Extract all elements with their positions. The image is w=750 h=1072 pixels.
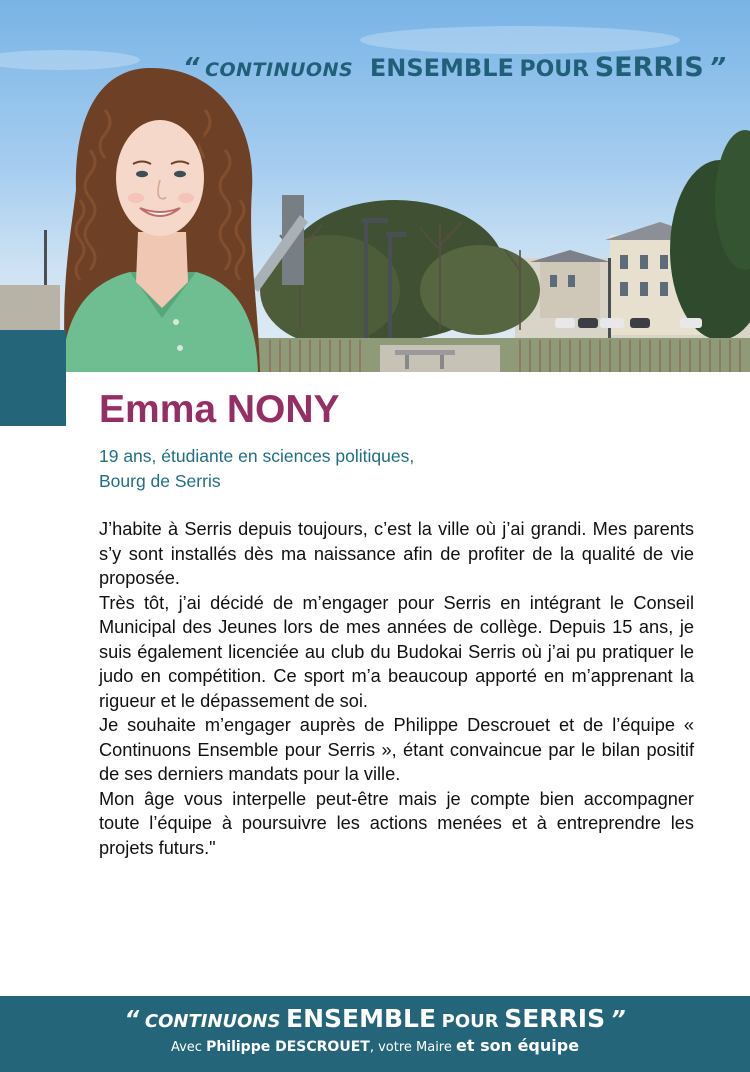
footer-role: , votre Maire	[369, 1040, 452, 1055]
footer-tagline	[0, 1036, 750, 1055]
footer-word-continuons: CONTINUONS	[144, 1011, 281, 1032]
bio-paragraph-2: Très tôt, j’ai décidé de m’engager pour Serris en intégrant le Conseil Municipal des Jeunes lors de mes années de collège. Depuis 15 ans, je suis également licenciée au club du Budokai Serris où j’ai pu pratiquer le judo en compétition. Ce sport m’a beaucoup apporté en m’apprenant la rigueur et le dépassement de soi.	[99, 592, 694, 711]
footer-open-quote: “	[124, 1007, 140, 1033]
slogan-open-quote: “	[182, 53, 200, 83]
footer-word-serris: SERRIS	[504, 1004, 606, 1033]
bio-paragraph-4: Mon âge vous interpelle peut-être mais je compte bien accompagner toute l’équipe à poursuivre les actions menées et à entreprendre les projets futurs."	[99, 788, 694, 858]
candidate-age-occupation: 19 ans, étudiante en sciences politiques,	[99, 446, 415, 466]
candidate-neighborhood: Bourg de Serris	[99, 471, 221, 491]
footer-leader-name: Philippe DESCROUET	[206, 1039, 370, 1055]
candidate-bio	[99, 517, 694, 860]
slogan-close-quote: ”	[709, 53, 726, 83]
footer-word-ensemble: ENSEMBLE	[286, 1004, 437, 1033]
footer-close-quote: ”	[610, 1007, 626, 1033]
slogan-word-pour: POUR	[519, 57, 590, 82]
footer-team: et son équipe	[456, 1036, 580, 1055]
footer-avec: Avec	[170, 1040, 202, 1055]
bio-paragraph-3: Je souhaite m’engager auprès de Philippe Descrouet et de l’équipe « Continuons Ensemble pour Serris », étant convaincue par le bilan positif de ses derniers mandats pour la ville.	[99, 715, 694, 784]
candidate-subtitle	[99, 444, 414, 494]
bio-paragraph-1: J’habite à Serris depuis toujours, c’est la ville où j’ai grandi. Mes parents s’y sont installés dès ma naissance afin de profiter de la qualité de vie proposée.	[99, 519, 694, 588]
footer-word-pour: POUR	[441, 1011, 499, 1032]
accent-block	[0, 330, 66, 426]
slogan-word-serris: SERRIS	[594, 52, 704, 83]
footer-slogan	[0, 1004, 750, 1033]
candidate-name: Emma NONY	[99, 388, 340, 431]
footer-banner	[0, 996, 750, 1072]
slogan-word-continuons: CONTINUONS	[205, 59, 354, 81]
header-photo	[0, 0, 750, 372]
slogan-word-ensemble: ENSEMBLE	[369, 54, 514, 82]
header-slogan	[183, 52, 726, 83]
portrait-photo-icon	[62, 68, 260, 372]
